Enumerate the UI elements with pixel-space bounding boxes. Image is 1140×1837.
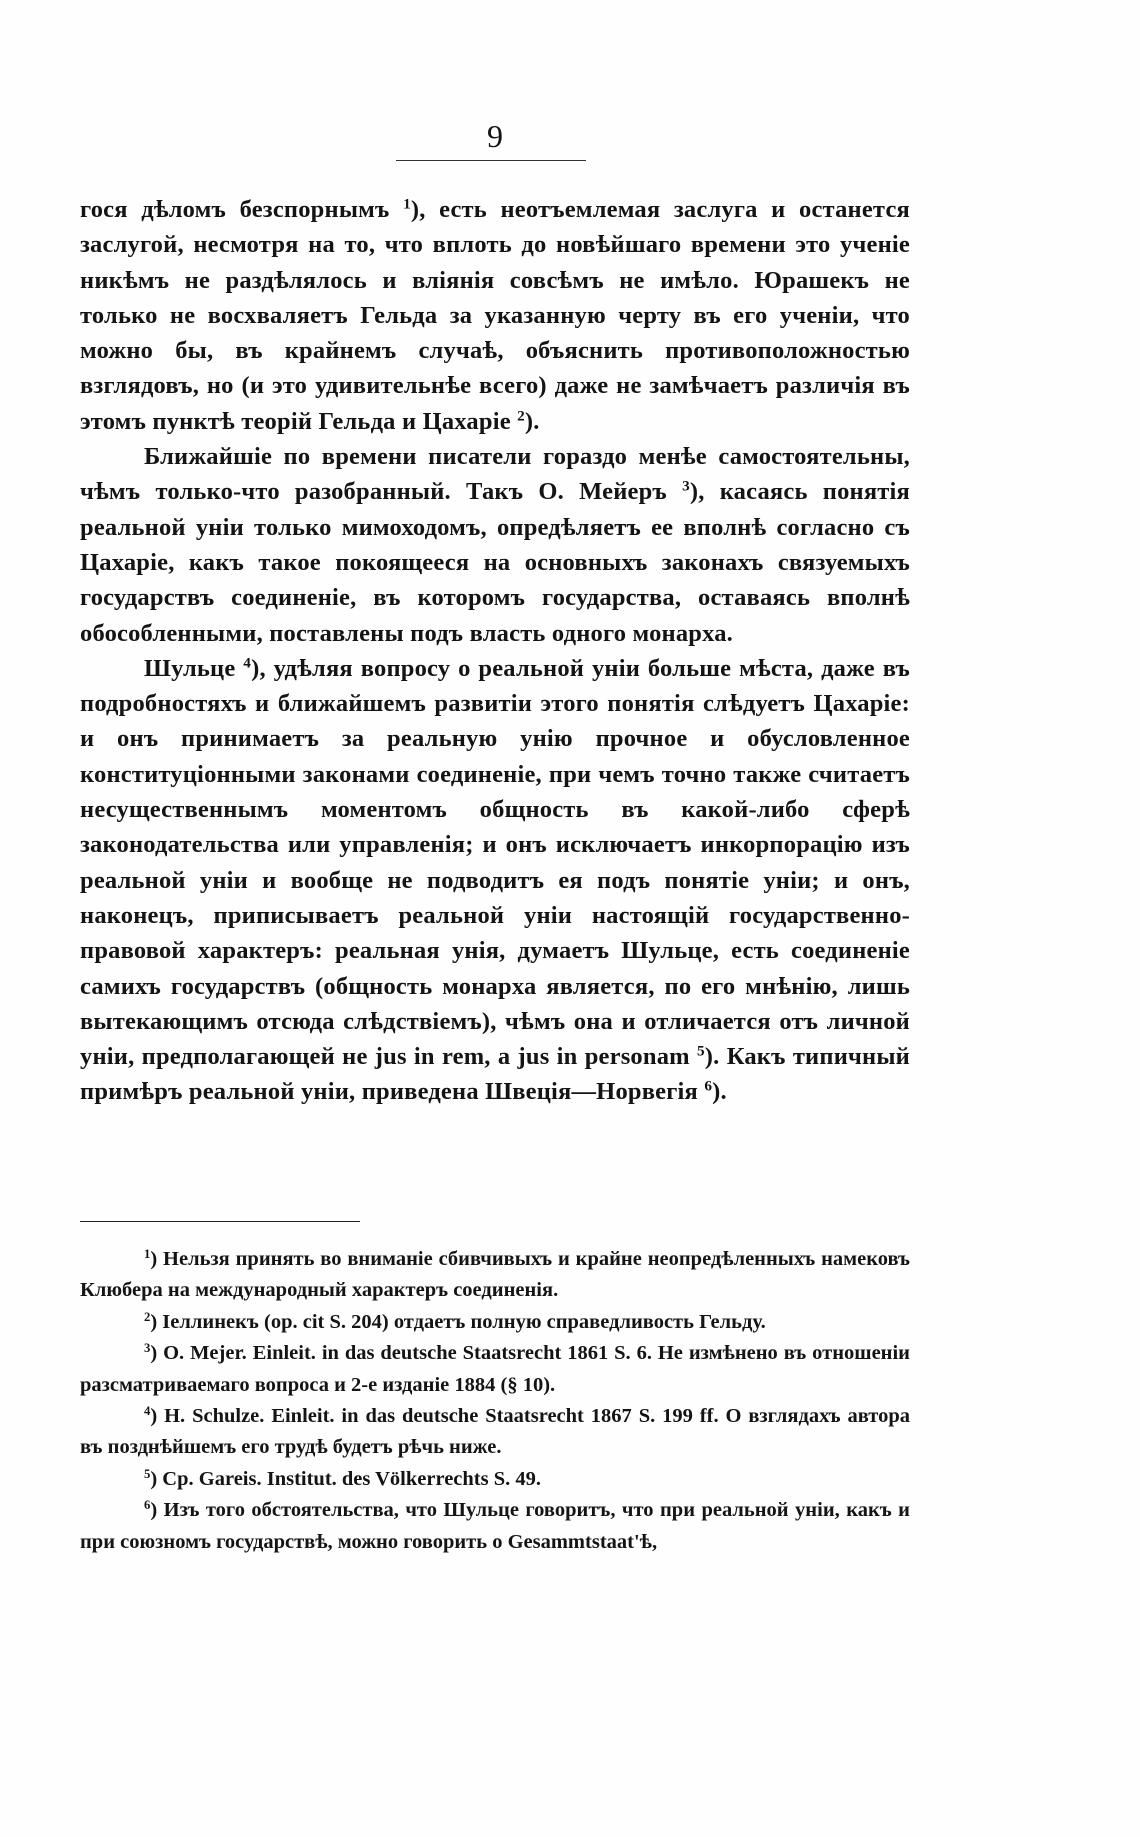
- footnote: [80, 1464, 910, 1495]
- note-marker: 5: [144, 1466, 151, 1481]
- footnote: [80, 1307, 910, 1338]
- paragraph: [80, 651, 910, 1110]
- paragraph: [80, 192, 910, 439]
- text-run: ) Cp. Gareis. Institut. des Völkerrechts S. 49.: [150, 1467, 542, 1490]
- note-marker: 2: [517, 407, 525, 425]
- note-marker: 3: [144, 1341, 151, 1356]
- text-run: гося дѣломъ безспорнымъ: [80, 196, 404, 223]
- note-marker: 2: [144, 1309, 151, 1324]
- text-run: ) Нельзя принять во вниманіе сбивчивыхъ и крайне неопредѣленныхъ намековъ Клюбера на международный характеръ соединенія.: [80, 1248, 910, 1302]
- paragraph: [80, 439, 910, 651]
- note-marker: 4: [243, 654, 252, 672]
- page-number: 9: [487, 118, 503, 154]
- note-marker: 1: [403, 195, 411, 213]
- text-run: ) O. Mejer. Einleit. in das deutsche Staatsrecht 1861 S. 6. Не измѣнено въ отношеніи разсматриваемаго вопроса и 2-е изданіе 1884 (§ 10).: [80, 1342, 910, 1396]
- text-run: ), есть неотъемлемая заслуга и останется заслугой, несмотря на то, что вплоть до новѣйшаго времени это ученіе никѣмъ не раздѣлялось и вліянія совсѣмъ не имѣло. Юрашекъ не только не восхваляетъ Гельда за указанную черту въ его ученіи, что можно бы, въ крайнемъ случаѣ, объяснить противоположностью взглядовъ, но (и это удивительнѣе всего) даже не замѣчаетъ различія въ этомъ пунктѣ теорій Гельда и Цахаріе: [80, 196, 910, 435]
- note-marker: 1: [144, 1247, 151, 1262]
- footnote: [80, 1244, 910, 1307]
- text-run: ), касаясь понятія реальной уніи только мимоходомъ, опредѣляетъ ее вполнѣ согласно съ Цахаріе, какъ такое покоящееся на основныхъ законахъ связуемыхъ государствъ соединеніе, въ которомъ государства, оставаясь вполнѣ обособленными, поставлены подъ власть одного монарха.: [80, 478, 910, 647]
- main-text: [80, 192, 910, 1110]
- text-run: Шульце: [144, 654, 244, 682]
- footnote: [80, 1338, 910, 1401]
- page-number-rule: [396, 160, 586, 161]
- text-run: ), удѣляя вопросу о реальной уніи больше мѣста, даже въ подробностяхъ и ближайшемъ развитіи этого понятія слѣдуетъ Цахаріе: и онъ принимаетъ за реальную унію прочное и обусловленное конституціонными законами соединеніе, при чемъ точно также считаетъ несущественнымъ моментомъ общность въ какой-либо сферѣ законодательства или управленія; и онъ исключаетъ инкорпорацію изъ реальной уніи и вообще не подводитъ ея подъ понятіе уніи; и онъ, наконецъ, приписываетъ реальной уніи настоящій государственно-правовой характеръ: реальная унія, думаетъ Шульце, есть соединеніе самихъ государствъ (общность монарха является, по его мнѣнію, лишь вытекающимъ отсюда слѣдствіемъ), чѣмъ она и отличается отъ личной уніи, предполагающей не jus in rem, а jus in personam: [80, 654, 911, 1071]
- footnote: [80, 1495, 910, 1558]
- text-run: ). Какъ типичный примѣръ реальной уніи, приведена Швеція—Норвегія: [80, 1043, 910, 1106]
- note-marker: 5: [697, 1042, 705, 1060]
- text-run: Ближайшіе по времени писатели гораздо менѣе самостоятельны, чѣмъ только-что разобранный. Такъ О. Мейеръ: [80, 443, 910, 506]
- text-run: ).: [524, 407, 540, 435]
- note-marker: 6: [144, 1498, 151, 1513]
- text-run: ) Изъ того обстоятельства, что Шульце говоритъ, что при реальной уніи, какъ и при союзномъ государствѣ, можно говорить о Gesammtstaat'ѣ,: [80, 1499, 910, 1553]
- text-run: ) H. Schulze. Einleit. in das deutsche Staatsrecht 1867 S. 199 ff. О взглядахъ автора въ позднѣйшемъ его трудѣ будетъ рѣчь ниже.: [80, 1405, 910, 1459]
- footnote-divider: [80, 1221, 360, 1222]
- note-marker: 4: [144, 1404, 151, 1419]
- footnote: [80, 1401, 910, 1464]
- text-run: ) Іеллинекъ (op. cit S. 204) отдаетъ полную справедливость Гельду.: [150, 1310, 766, 1333]
- text-run: ).: [712, 1078, 727, 1106]
- footnotes: [80, 1244, 910, 1558]
- note-marker: 3: [682, 478, 690, 496]
- note-marker: 6: [704, 1078, 713, 1096]
